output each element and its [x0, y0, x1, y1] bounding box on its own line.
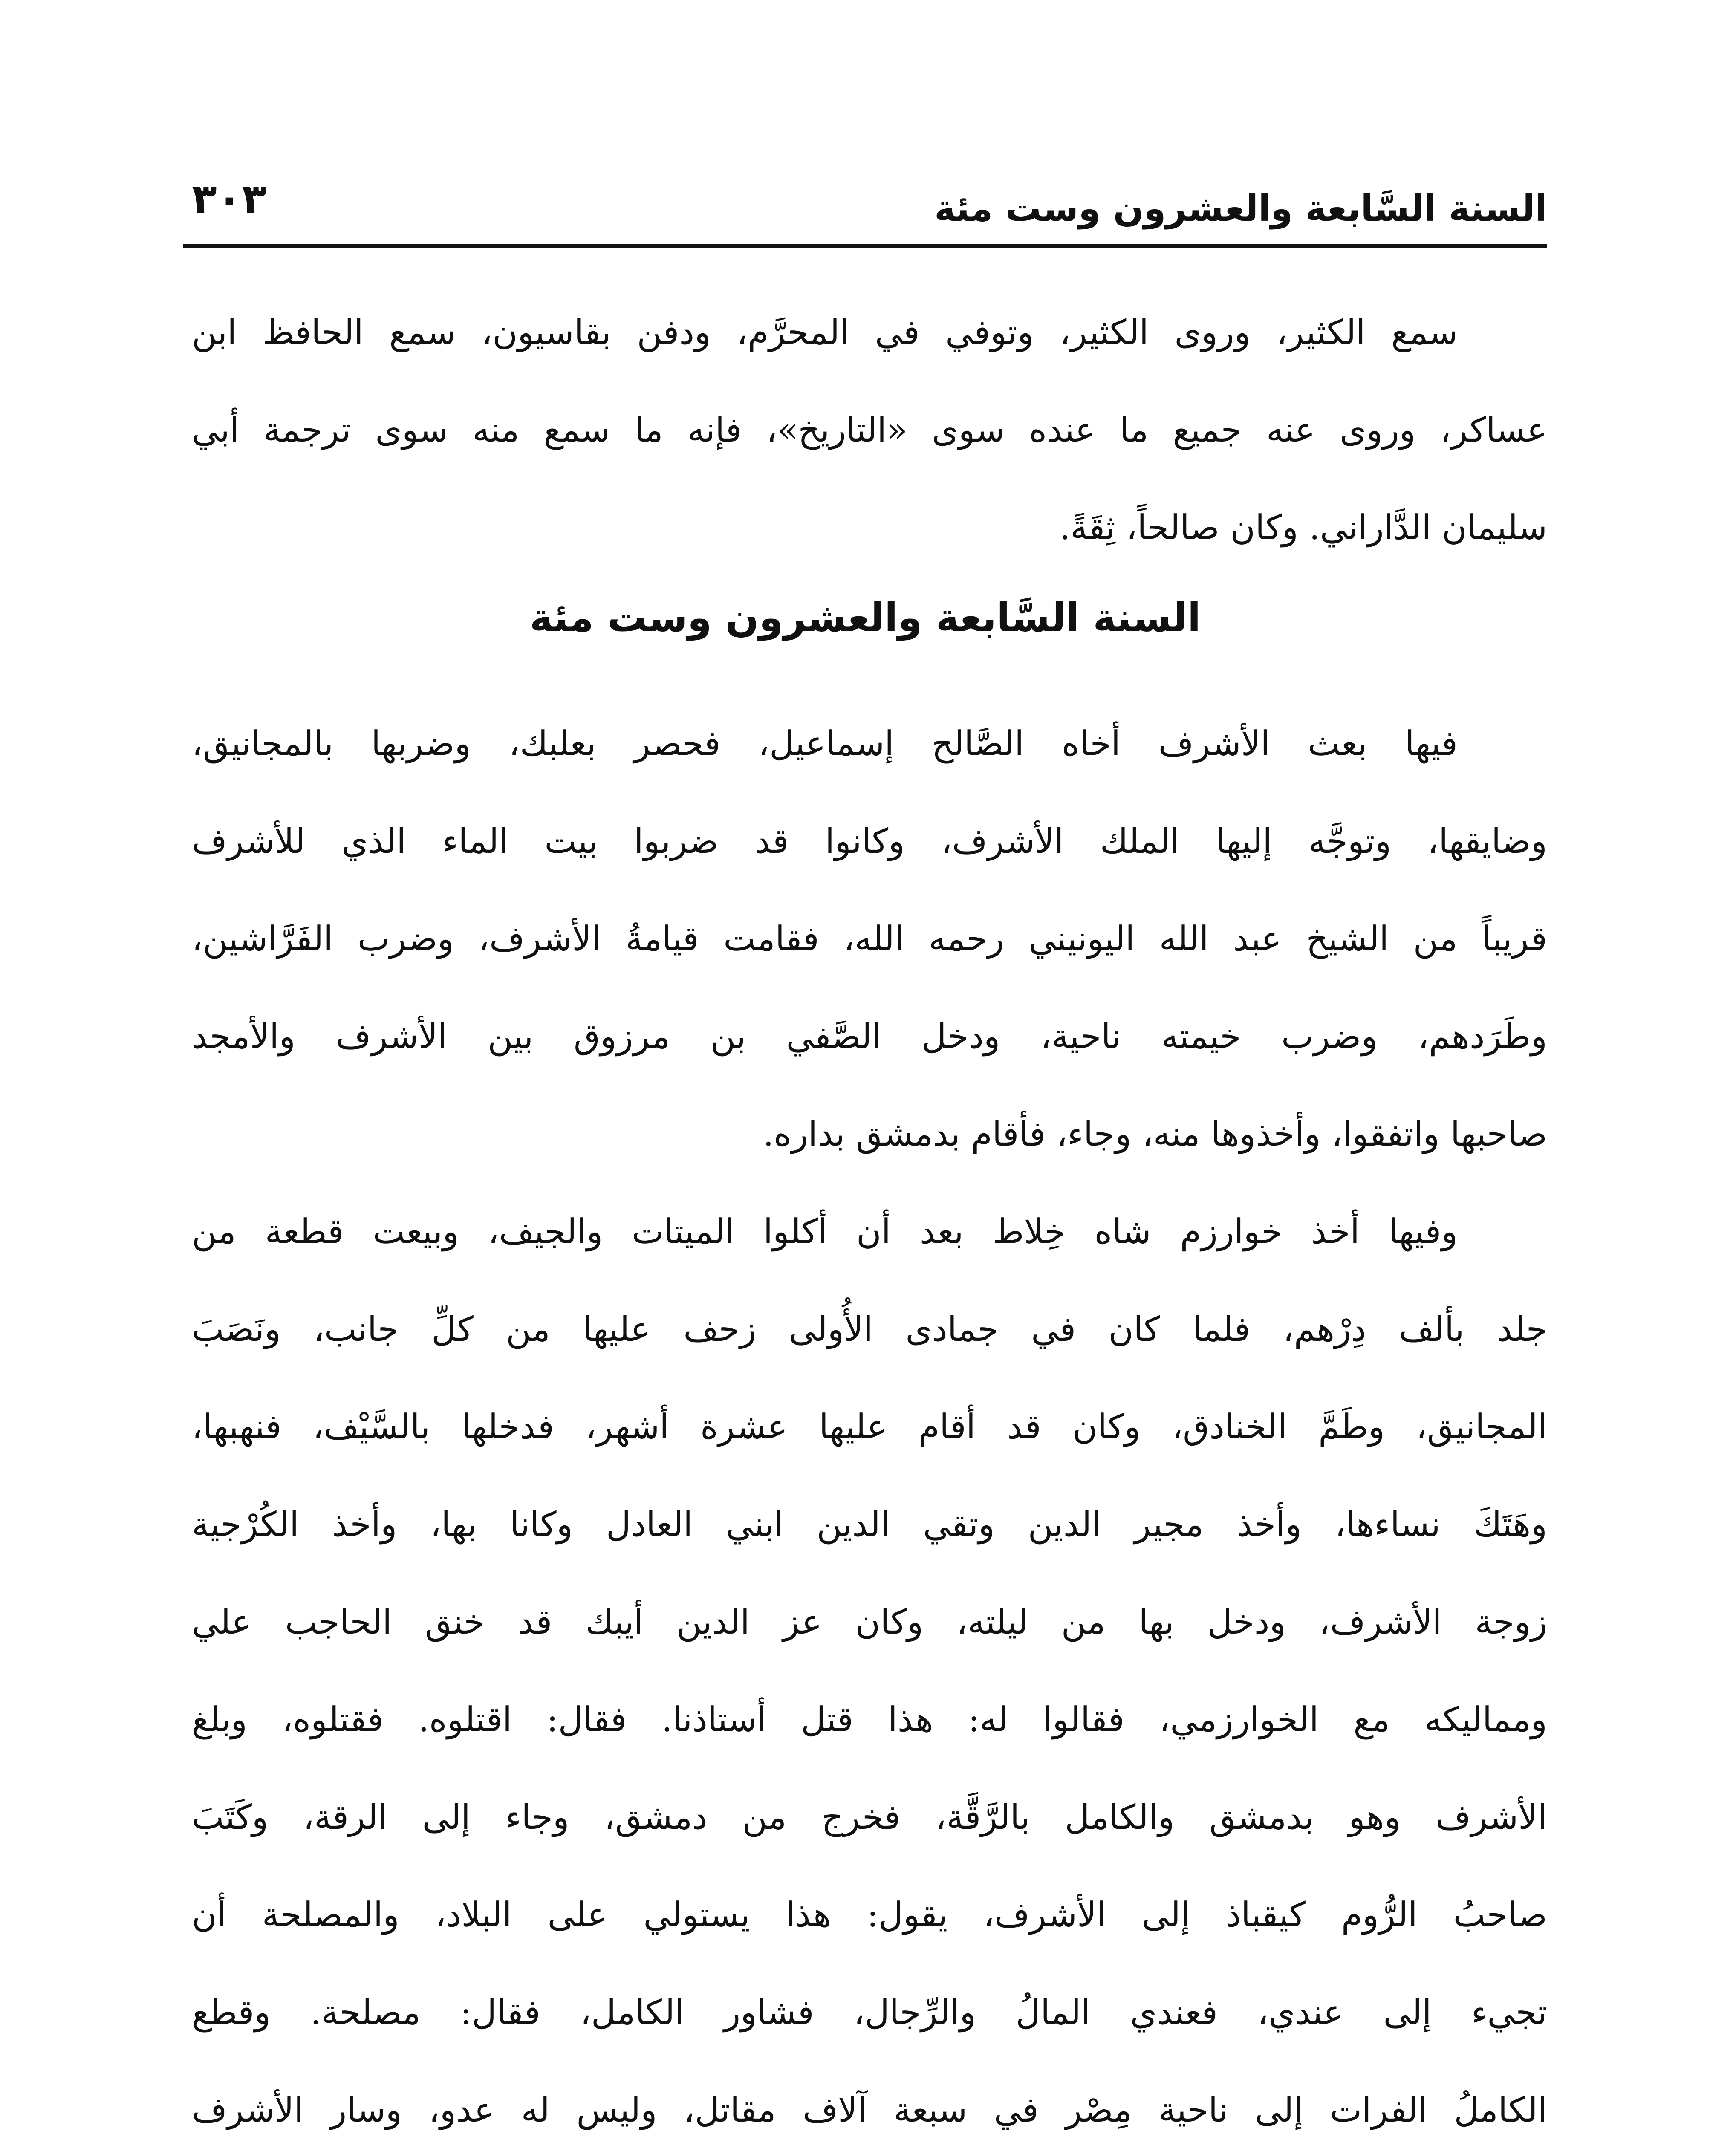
paragraph-1	[192, 695, 1547, 1183]
text-line: صاحبُ الرُّوم كيقباذ إلى الأشرف، يقول: هذا يستولي على البلاد، والمصلحة أن	[192, 1895, 1547, 1935]
page-number: ٣٠٣	[192, 175, 267, 222]
header-divider	[183, 244, 1547, 248]
text-line: زوجة الأشرف، ودخل بها من ليلته، وكان عز الدين أيبك قد خنق الحاجب علي	[192, 1602, 1547, 1642]
running-title: السنة السَّابعة والعشرون وست مئة	[934, 188, 1547, 229]
text-line: صاحبها واتفقوا، وأخذوها منه، وجاء، فأقام بدمشق بداره.	[763, 1114, 1547, 1154]
text-line: الأشرف وهو بدمشق والكامل بالرَّقَّة، فخرج من دمشق، وجاء إلى الرقة، وكَتَبَ	[192, 1797, 1547, 1837]
body-text	[192, 695, 1547, 2131]
text-line: المجانيق، وطَمَّ الخنادق، وكان قد أقام عليها عشرة أشهر، فدخلها بالسَّيْف، فنهبها،	[192, 1407, 1547, 1447]
text-line: الكاملُ الفرات إلى ناحية مِصْر في سبعة آلاف مقاتل، وليس له عدو، وسار الأشرف	[192, 2090, 1547, 2130]
text-line: ومماليكه مع الخوارزمي، فقالوا له: هذا قتل أستاذنا. فقال: اقتلوه. فقتلوه، وبلغ	[192, 1700, 1547, 1739]
text-line: وطَرَدهم، وضرب خيمته ناحية، ودخل الصَّفي بن مرزوق بين الأشرف والأمجد	[192, 1016, 1547, 1056]
text-line: تجيء إلى عندي، فعندي المالُ والرِّجال، فشاور الكامل، فقال: مصلحة. وقطع	[192, 1992, 1547, 2032]
text-line: سمع الكثير، وروى الكثير، وتوفي في المحرَّم، ودفن بقاسيون، سمع الحافظ ابن	[192, 312, 1458, 352]
text-line: وضايقها، وتوجَّه إليها الملك الأشرف، وكانوا قد ضربوا بيت الماء الذي للأشرف	[192, 821, 1547, 861]
text-line: عساكر، وروى عنه جميع ما عنده سوى «التاريخ»، فإنه ما سمع منه سوى ترجمة أبي	[192, 410, 1547, 450]
paragraph-2	[192, 1183, 1547, 2131]
text-line: قريباً من الشيخ عبد الله اليونيني رحمه الله، فقامت قيامةُ الأشرف، وضرب الفَرَّاشين،	[192, 919, 1547, 959]
text-line: فيها بعث الأشرف أخاه الصَّالح إسماعيل، فحصر بعلبك، وضربها بالمجانيق،	[192, 724, 1458, 763]
text-line: وفيها أخذ خوارزم شاه خِلاط بعد أن أكلوا الميتات والجيف، وبيعت قطعة من	[192, 1212, 1458, 1251]
text-line: جلد بألف دِرْهم، فلما كان في جمادى الأُولى زحف عليها من كلِّ جانب، ونَصَبَ	[192, 1309, 1547, 1349]
text-line: سليمان الدَّاراني. وكان صالحاً، ثِقَةً.	[1059, 508, 1547, 547]
section-heading: السنة السَّابعة والعشرون وست مئة	[529, 595, 1201, 641]
text-line: وهَتَكَ نساءها، وأخذ مجير الدين وتقي الدين ابني العادل وكانا بها، وأخذ الكُرْجية	[192, 1504, 1547, 1544]
intro-paragraph	[192, 283, 1547, 576]
running-header	[183, 162, 1547, 247]
